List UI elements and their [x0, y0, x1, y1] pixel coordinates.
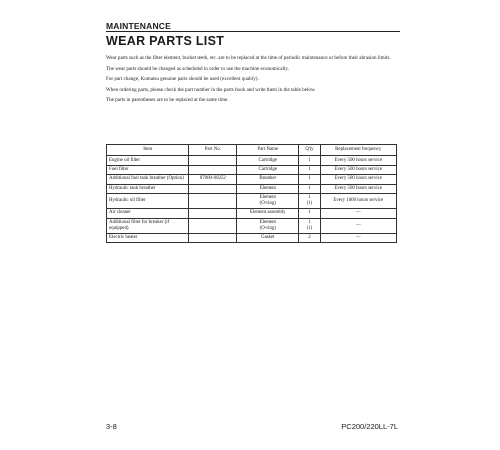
page-title: WEAR PARTS LIST — [106, 34, 225, 48]
paragraph: Wear parts such as the filter element, bucket teeth, etc. are to be replaced at the time of periodic maintenance or before their abrasion limits. — [106, 55, 391, 61]
paragraph: For part change, Komatsu genuine parts should be used (excellent quality). — [106, 76, 259, 83]
part-name-line: Element — [259, 195, 276, 201]
cell-part-no — [189, 184, 237, 193]
cell-qty — [299, 193, 320, 208]
cell-item: Hydraulic tank breather — [107, 184, 189, 193]
cell-part-name: Breather — [237, 175, 299, 184]
table-row — [107, 209, 397, 218]
cell-part-no — [189, 193, 237, 208]
page-number: 3-8 — [106, 422, 117, 431]
cell-item: Fuel filter — [107, 165, 189, 174]
cell-qty: 1 — [299, 184, 320, 193]
cell-part-no — [189, 209, 237, 218]
cell-part-no: 07000-00252 — [189, 175, 237, 184]
qty-line: 1 — [308, 195, 311, 201]
part-name-line: Element — [259, 219, 276, 225]
table-row — [107, 156, 397, 165]
column-header-part-name: Part Name — [237, 145, 299, 156]
cell-item: Engine oil filter — [107, 156, 189, 165]
cell-frequency: Every 500 hours service — [320, 156, 396, 165]
column-header-qty: Q'ty — [299, 145, 320, 156]
cell-part-name: Element — [237, 184, 299, 193]
wear-parts-table — [106, 144, 397, 243]
table-row — [107, 165, 397, 174]
paragraph: The wear parts should be changed as scheduled in order to use the machine economically. — [106, 65, 289, 72]
table-row — [107, 193, 397, 208]
qty-line: 1 — [308, 219, 311, 225]
column-header-part-no: Part No. — [189, 145, 237, 156]
cell-item: Additional fuel tank breather (Option) — [107, 175, 189, 184]
cell-qty: 1 — [299, 165, 320, 174]
cell-part-name: Cartridge — [237, 156, 299, 165]
cell-item: Hydraulic oil filter — [107, 193, 189, 208]
cell-part-no — [189, 156, 237, 165]
cell-part-name: Cartridge — [237, 165, 299, 174]
table-header-row — [107, 145, 397, 156]
cell-part-name: Element assembly — [237, 209, 299, 218]
cell-frequency: — — [320, 234, 396, 243]
cell-part-no — [189, 165, 237, 174]
paragraph: When ordering parts, please check the part number in the parts book and write them in the table below. — [106, 86, 316, 93]
cell-qty: 2 — [299, 234, 320, 243]
cell-qty: 1 — [299, 209, 320, 218]
header-rule — [106, 31, 400, 32]
cell-qty: 1 — [299, 175, 320, 184]
cell-item: Electric heater — [107, 234, 189, 243]
table-row — [107, 234, 397, 243]
cell-part-name — [237, 218, 299, 233]
cell-frequency: Every 500 hours service — [320, 184, 396, 193]
cell-part-name — [237, 193, 299, 208]
table-row — [107, 184, 397, 193]
cell-item: Air cleaner — [107, 209, 189, 218]
paragraph: The parts in parentheses are to be replaced at the same time. — [106, 97, 229, 104]
cell-frequency: Every 500 hours service — [320, 165, 396, 174]
column-header-item: Item — [107, 145, 189, 156]
cell-frequency: Every 1000 hours service — [320, 193, 396, 208]
model-number: PC200/220LL-7L — [341, 422, 398, 431]
section-header: MAINTENANCE — [106, 21, 172, 31]
table-row — [107, 175, 397, 184]
cell-item: Additional filter for breaker (if equipped) — [107, 218, 189, 233]
part-name-line: (O-ring) — [259, 225, 276, 231]
qty-line: (1) — [306, 225, 313, 231]
cell-frequency: — — [320, 209, 396, 218]
cell-qty: 1 — [299, 156, 320, 165]
cell-part-name: Gasket — [237, 234, 299, 243]
qty-line: (1) — [306, 201, 313, 207]
part-name-line: (O-ring) — [259, 201, 276, 207]
intro-text — [106, 55, 402, 108]
cell-part-no — [189, 234, 237, 243]
column-header-frequency: Replacement frequency — [320, 145, 396, 156]
cell-qty — [299, 218, 320, 233]
cell-part-no — [189, 218, 237, 233]
cell-frequency: Every 500 hours service — [320, 175, 396, 184]
table-row — [107, 218, 397, 233]
cell-frequency: — — [320, 218, 396, 233]
